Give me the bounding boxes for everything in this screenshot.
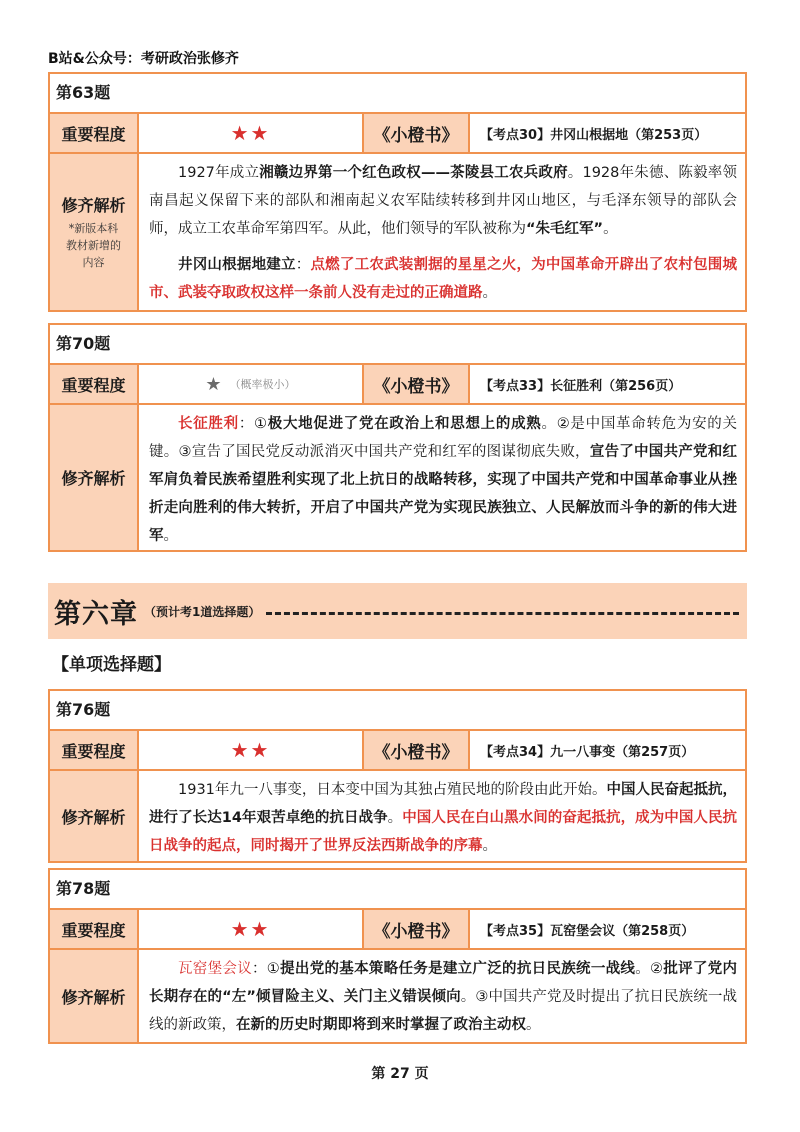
book-label: 《小橙书》 (364, 731, 470, 769)
page-header: B站&公众号：考研政治张修齐 (48, 51, 239, 67)
exam-point-text: 长征胜利（第256页） (550, 378, 682, 394)
analysis-label: 修齐解析 (50, 405, 139, 550)
question-title: 第70题 (50, 325, 745, 365)
star-icon: ★ (205, 373, 224, 395)
exam-point-tag: 【考点35】 (480, 923, 551, 939)
analysis-label: 修齐解析 (50, 950, 139, 1042)
analysis-paragraph: 1931年九一八事变，日本变中国为其独占殖民地的阶段由此开始。中国人民奋起抵抗，进行了长达14年艰苦卓绝的抗日战争。中国人民在白山黑水间的奋起抵抗，成为中国人民抗日战争的起点，同时揭开了世界反法西斯战争的序幕。 (149, 782, 738, 854)
exam-point (470, 731, 745, 769)
importance-row (50, 114, 745, 154)
analysis-paragraph: 瓦窑堡会议：①提出党的基本策略任务是建立广泛的抗日民族统一战线。②批评了党内长期存在的“左”倾冒险主义、关门主义错误倾向。③中国共产党及时提出了抗日民族统一战线的新政策，在新的历史时期即将到来时掌握了政治主动权。 (149, 961, 738, 1033)
importance-label: 重要程度 (50, 731, 139, 769)
exam-point-tag: 【考点33】 (480, 378, 551, 394)
analysis-text (139, 405, 745, 550)
analysis-paragraph: 井冈山根据地建立：点燃了工农武装割据的星星之火，为中国革命开辟出了农村包围城市、武装夺取政权这样一条前人没有走过的正确道路。 (149, 257, 738, 301)
analysis-row (50, 405, 745, 550)
book-label: 《小橙书》 (364, 910, 470, 948)
exam-point (470, 910, 745, 948)
importance-stars: ★★ (139, 114, 364, 152)
analysis-text (139, 950, 745, 1042)
exam-point (470, 114, 745, 152)
section-heading: 【单项选择题】 (52, 655, 171, 675)
book-label: 《小橙书》 (364, 114, 470, 152)
importance-row (50, 365, 745, 405)
chapter-banner (48, 583, 747, 639)
exam-point-text: 瓦窑堡会议（第258页） (550, 923, 695, 939)
new-content-note: *新版本科 教材新增的 内容 (66, 222, 121, 269)
analysis-paragraph: 1927年成立湘赣边界第一个红色政权——茶陵县工农兵政府。1928年朱德、陈毅率领南昌起义保留下来的部队和湘南起义农军陆续转移到井冈山地区，与毛泽东领导的部队会师，成立工农革命军第四军。从此，他们领导的军队被称为“朱毛红军”。 (149, 165, 738, 237)
analysis-row (50, 154, 745, 310)
analysis-row (50, 950, 745, 1042)
analysis-label-block (50, 154, 139, 310)
question-title: 第78题 (50, 870, 745, 910)
importance-label: 重要程度 (50, 910, 139, 948)
analysis-paragraph: 长征胜利：①极大地促进了党在政治上和思想上的成熟。②是中国革命转危为安的关键。③宣告了国民党反动派消灭中国共产党和红军的图谋彻底失败，宣告了中国共产党和红军肩负着民族希望胜利实现了北上抗日的战略转移，实现了中国共产党和中国革命事业从挫折走向胜利的伟大转折，开启了中国共产党为实现民族独立、人民解放而斗争的新的伟大进军。 (149, 416, 738, 544)
question-card-70 (48, 323, 747, 552)
analysis-row (50, 771, 745, 861)
analysis-label: 修齐解析 (50, 771, 139, 861)
importance-stars: ★★ (139, 910, 364, 948)
importance-row (50, 910, 745, 950)
exam-point-text: 九一八事变（第257页） (550, 744, 695, 760)
importance-stars (139, 365, 364, 403)
book-label: 《小橙书》 (364, 365, 470, 403)
importance-stars: ★★ (139, 731, 364, 769)
question-card-63 (48, 72, 747, 312)
analysis-text (139, 154, 745, 310)
dashed-divider (266, 612, 739, 615)
exam-point (470, 365, 745, 403)
question-card-76 (48, 689, 747, 863)
question-title: 第63题 (50, 74, 745, 114)
exam-point-tag: 【考点30】 (480, 127, 551, 143)
importance-row (50, 731, 745, 771)
importance-label: 重要程度 (50, 114, 139, 152)
question-title: 第76题 (50, 691, 745, 731)
probability-note: （概率极小） (229, 378, 296, 391)
page-number: 第 27 页 (371, 1066, 429, 1082)
analysis-label: 修齐解析 (61, 196, 126, 215)
analysis-text (139, 771, 745, 861)
exam-point-tag: 【考点34】 (480, 744, 551, 760)
question-card-78 (48, 868, 747, 1044)
chapter-title: 第六章 (54, 598, 138, 630)
exam-point-text: 井冈山根据地（第253页） (550, 127, 708, 143)
chapter-subtitle: （预计考1道选择题） (144, 604, 261, 619)
importance-label: 重要程度 (50, 365, 139, 403)
